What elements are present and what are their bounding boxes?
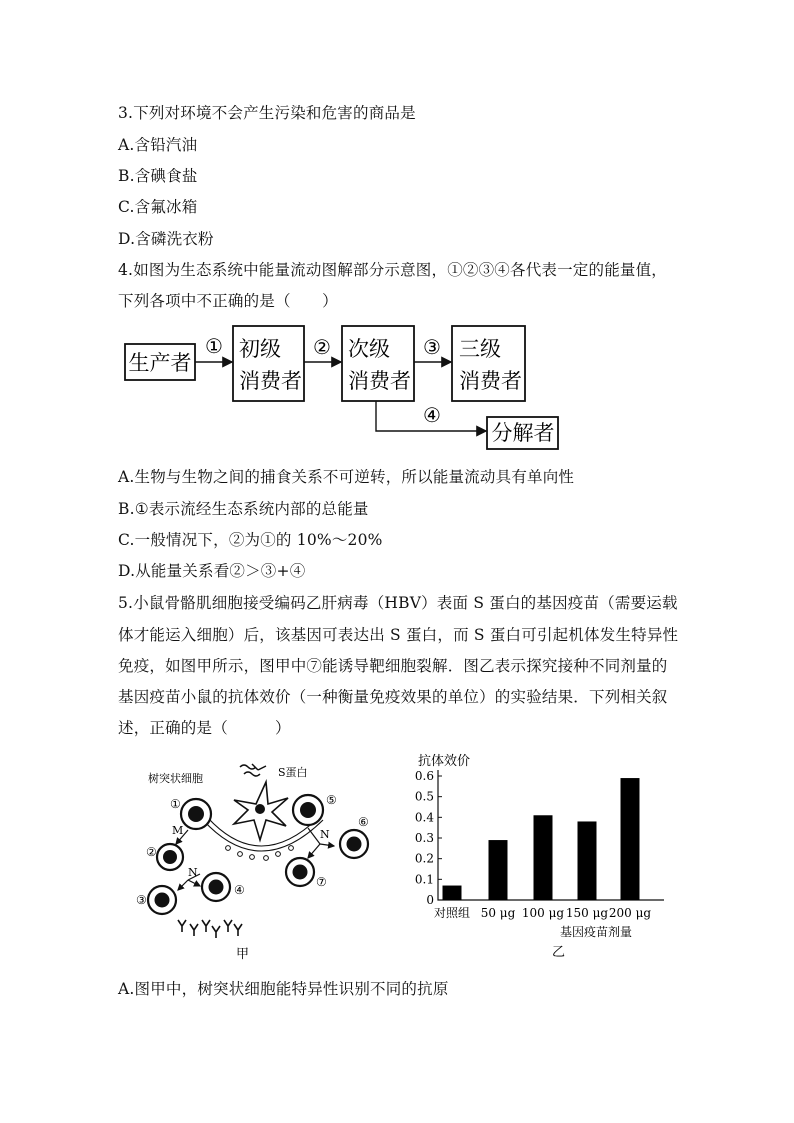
antibody-icon: [178, 920, 242, 938]
q4-stem-line1: 4.如图为生态系统中能量流动图解部分示意图，①②③④各代表一定的能量值，: [118, 261, 667, 279]
q4-option-d: D.从能量关系看②＞③+④: [118, 562, 306, 580]
q3-stem: 3.下列对环境不会产生污染和危害的商品是: [118, 104, 416, 122]
chart-bar: [489, 840, 508, 900]
flow-label-3: ③: [423, 335, 441, 359]
chart-x-tick-label: 50 μg: [480, 906, 516, 920]
tertiary-label-1: 三级: [459, 337, 501, 361]
secondary-label-2: 消费者: [348, 369, 411, 393]
producer-label: 生产者: [128, 351, 192, 375]
chart-x-tick-label: 150 μg: [565, 906, 609, 920]
cell-6-icon: [340, 830, 368, 858]
secondary-label-1: 次级: [348, 337, 390, 361]
q5-option-a: A.图甲中，树突状细胞能特异性识别不同的抗原: [118, 980, 449, 998]
producer-box: [125, 344, 195, 380]
s-protein-label: S蛋白: [278, 766, 308, 779]
flow-label-4: ④: [423, 403, 441, 427]
figure-yi-chart: [412, 748, 672, 967]
flow-label-1: ①: [205, 334, 223, 358]
primary-label-1: 初级: [239, 337, 281, 361]
chart-y-tick-label: 0.3: [414, 831, 434, 845]
q4-option-b: B.①表示流经生态系统内部的总能量: [118, 500, 369, 518]
label-m: M: [172, 824, 184, 837]
decomposer-box: [487, 417, 558, 449]
cell-3-icon: [148, 886, 176, 914]
cell-6-label: ⑥: [358, 815, 369, 829]
primary-label-2: 消费者: [239, 369, 302, 393]
chart-bar: [578, 821, 597, 900]
q5-stem-line4: 基因疫苗小鼠的抗体效价（一种衡量免疫效果的单位）的实验结果．下列相关叙: [118, 688, 668, 706]
chart-xlabel: 基因疫苗剂量: [560, 925, 633, 939]
chart-ylabel: 抗体效价: [418, 754, 471, 769]
figure-yi-caption: 乙: [552, 945, 566, 960]
q3-option-c: C.含氟冰箱: [118, 198, 198, 216]
dendritic-cell-label: 树突状细胞: [148, 772, 203, 785]
figure-jia-caption: 甲: [236, 947, 250, 962]
chart-x-tick-label: 对照组: [433, 906, 471, 920]
chart-y-tick-label: 0.5: [414, 789, 434, 804]
chart-bar: [534, 815, 553, 900]
cell-3-label: ③: [136, 893, 147, 907]
q5-stem-line1: 5.小鼠骨骼肌细胞接受编码乙肝病毒（HBV）表面 S 蛋白的基因疫苗（需要运载: [118, 594, 678, 612]
flow-label-2: ②: [313, 335, 331, 359]
q5-stem-line2: 体才能运入细胞）后，该基因可表达出 S 蛋白，而 S 蛋白可引起机体发生特异性: [118, 626, 679, 644]
q3-option-d: D.含磷洗衣粉: [118, 230, 214, 248]
chart-bars: [443, 778, 640, 900]
chart-bar: [621, 778, 640, 900]
chart-y-tick-label: 0.6: [414, 769, 434, 783]
tertiary-label-2: 消费者: [459, 369, 522, 393]
cell-7-icon: [286, 858, 314, 886]
cell-1-icon: [181, 799, 211, 829]
q3-option-a: A.含铅汽油: [118, 136, 198, 154]
q4-stem-line2: 下列各项中不正确的是（ ）: [118, 292, 338, 310]
primary-consumer-box: [233, 326, 304, 401]
cell-4-icon: [202, 873, 230, 901]
q3-option-b: B.含碘食盐: [118, 167, 198, 185]
cell-2-label: ②: [146, 845, 157, 859]
q5-stem-line5: 述，正确的是（ ）: [118, 719, 291, 737]
cell-7-label: ⑦: [316, 875, 327, 889]
label-n-2: N: [320, 828, 330, 841]
figure-jia: [136, 762, 388, 966]
chart-x-tick-label: 200 μg: [608, 906, 652, 920]
decomposer-label: 分解者: [491, 421, 555, 445]
q5-stem-line3: 免疫，如图甲所示，图甲中⑦能诱导靶细胞裂解．图乙表示探究接种不同剂量的: [118, 657, 668, 675]
cell-1-label: ①: [170, 797, 181, 811]
chart-y-tick-label: 0.4: [414, 810, 434, 825]
energy-flow-diagram: [118, 318, 568, 457]
cell-5-icon: [293, 795, 323, 825]
chart-y-tick-label: 0.1: [414, 872, 434, 887]
chart-y-tick-label: 0.2: [414, 851, 434, 866]
chart-x-categories: [434, 905, 651, 920]
chart-y-tick-label: 0: [426, 893, 434, 907]
s-protein-icon: [240, 764, 266, 776]
secondary-consumer-box: [342, 326, 414, 401]
chart-bar: [443, 886, 462, 900]
q4-option-c: C.一般情况下，②为①的 10%～20%: [118, 531, 383, 549]
tertiary-consumer-box: [452, 326, 525, 401]
chart-x-tick-label: 100 μg: [521, 906, 565, 920]
cell-4-label: ④: [234, 883, 245, 897]
cell-2-icon: [157, 844, 183, 870]
q4-option-a: A.生物与生物之间的捕食关系不可逆转，所以能量流动具有单向性: [118, 468, 575, 486]
cell-5-label: ⑤: [326, 793, 337, 807]
label-n-1: N: [188, 866, 198, 879]
